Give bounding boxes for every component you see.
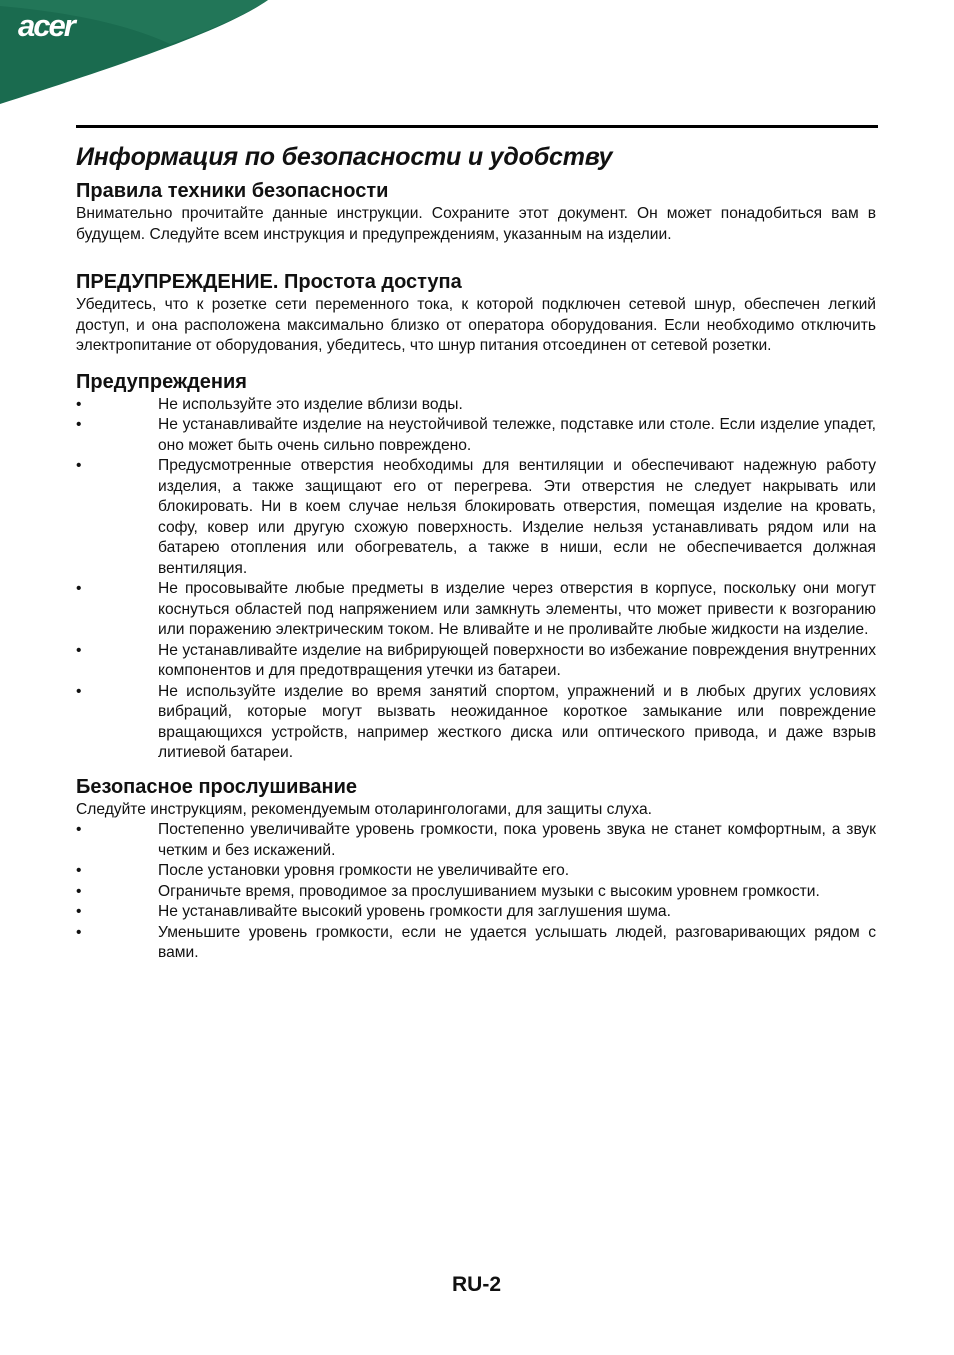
list-item-text: Не просовывайте любые предметы в изделие через отверстия в корпусе, поскольку они могут коснуться областей под напряжением или замкнуть элементы, что может привести к возгоранию или поражению электрическим током. Не вливайте и не проливайте любые жидкости на изделие. [158,580,876,638]
header-rule [76,125,878,128]
list-item-text: Не используйте это изделие вблизи воды. [158,395,463,413]
section-safety-rules [76,178,876,245]
list-item [76,902,876,923]
list-item [76,882,876,903]
bullet-icon: • [76,580,82,597]
list-item-text: После установки уровня громкости не увеличивайте его. [158,862,570,879]
list-item-text: Не устанавливайте изделие на неустойчивой тележке, подставке или столе. Если изделие упадет, оно может быть очень сильно повреждено. [158,416,876,454]
document-body [76,140,876,964]
acer-corner-banner [0,0,270,110]
bullet-icon: • [76,903,82,920]
list-item [76,579,876,641]
bullet-icon: • [76,923,82,941]
bullet-icon: • [76,641,82,659]
section-heading: Правила техники безопасности [76,180,389,202]
section-safe-listening [76,774,876,964]
section-heading: Безопасное прослушивание [76,775,358,798]
list-item [76,682,876,764]
list-item-text: Не используйте изделие во время занятий спортом, упражнений и в любых других условиях вибраций, которые могут вызвать неожиданное короткое замыкание или повреждение вращающихся устройств, например жесткого диска или оптического привода, и даже взрыв литиевой батареи. [158,682,876,761]
list-item [76,820,876,861]
bullet-icon: • [76,821,82,838]
list-item-text: Не устанавливайте изделие на вибрирующей поверхности во избежание повреждения внутренних компонентов и для предотвращения утечки из батареи. [158,641,876,679]
listening-list [76,820,876,964]
acer-logo: acer [18,8,74,43]
bullet-icon: • [76,682,82,700]
list-item [76,395,876,416]
section-warnings [76,369,876,764]
list-item-text: Ограничьте время, проводимое за прослушиванием музыки с высоким уровнем громкости. [158,882,820,900]
warnings-list [76,395,876,764]
list-item [76,456,876,579]
section-paragraph: Следуйте инструкциям, рекомендуемым отоларингологами, для защиты слуха. [76,800,652,818]
bullet-icon: • [76,416,82,433]
list-item-text: Постепенно увеличивайте уровень громкости, пока уровень звука не станет комфортным, а звук четким и без искажений. [158,821,876,859]
list-item [76,861,876,882]
section-heading: ПРЕДУПРЕЖДЕНИЕ. Простота доступа [76,271,462,293]
section-paragraph: Убедитесь, что к розетке сети переменного тока, к которой подключен сетевой шнур, обеспечен легкий доступ, и она расположена максимально близко от оператора оборудования. Если необходимо отключить электропитание от оборудования, убедитесь, что шнур питания отсоединен от сетевой розетки. [76,296,876,354]
list-item [76,641,876,682]
list-item [76,923,876,964]
bullet-icon: • [76,457,82,474]
list-item [76,415,876,456]
page-number: RU-2 [452,1273,502,1296]
section-heading: Предупреждения [76,370,247,393]
bullet-icon: • [76,862,82,879]
list-item-text: Уменьшите уровень громкости, если не удается услышать людей, разговаривающих рядом с вами. [158,923,876,961]
section-paragraph: Внимательно прочитайте данные инструкции. Сохраните этот документ. Он может понадобиться вам в будущем. Следуйте всем инструкция и предупреждениям, указанным на изделии. [76,205,876,243]
document-title: Информация по безопасности и удобству [76,143,613,171]
list-item-text: Не устанавливайте высокий уровень громкости для заглушения шума. [158,903,671,920]
bullet-icon: • [76,882,82,900]
section-warning-access [76,269,876,357]
list-item-text: Предусмотренные отверстия необходимы для вентиляции и обеспечивают надежную работу изделия, а также защищают его от перегрева. Эти отверстия не следует накрывать или блокировать. Ни в коем случае нельзя блокировать отверстия, помещая изделие на кровать, софу, ковер или другую схожую поверхность. Изделие нельзя устанавливать рядом или на батарею отопления или обогреватель, а также в ниши, если не обеспечивается должная вентиляция. [158,457,876,577]
bullet-icon: • [76,395,82,413]
